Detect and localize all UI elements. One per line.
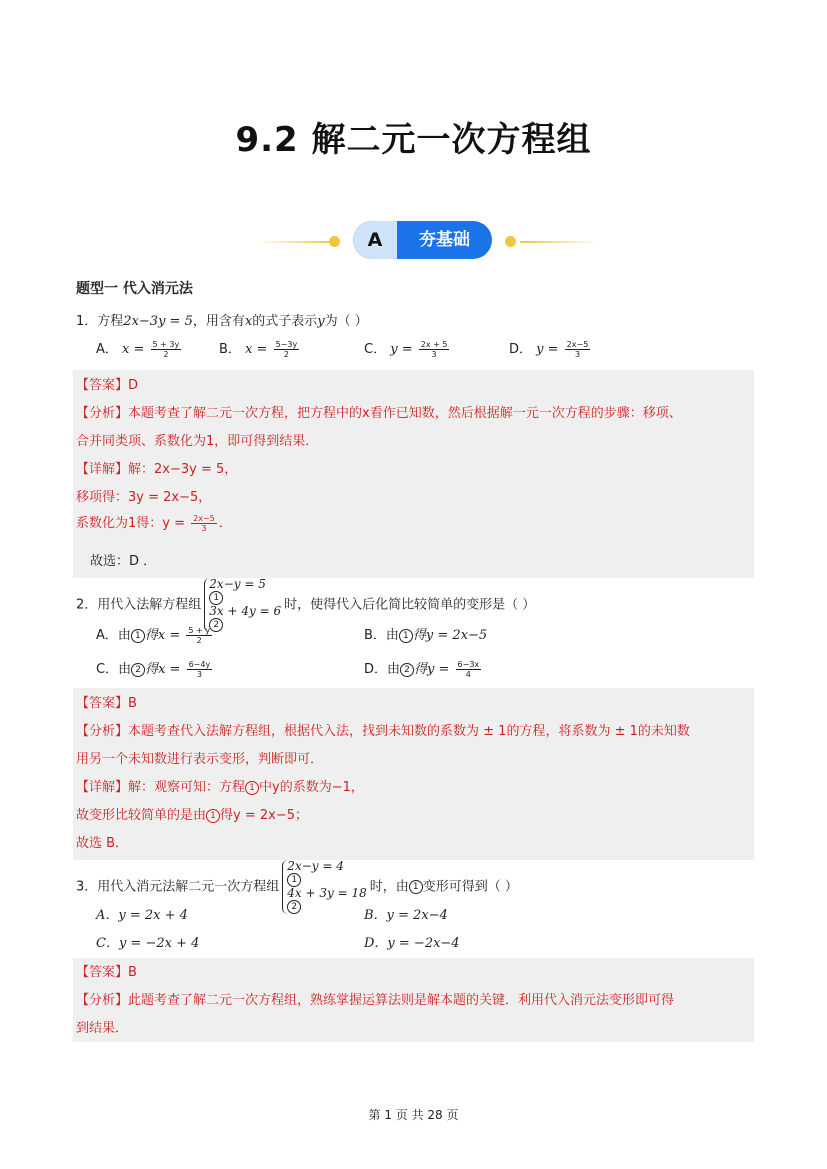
equation-row — [287, 887, 366, 914]
option-c — [96, 658, 214, 679]
question-text: 用代入法解方程组 — [97, 597, 202, 613]
numerator: 6−3x — [457, 660, 480, 669]
option-lhs: x = — [245, 342, 268, 357]
option-text: A．y = 2x + 4 — [96, 908, 188, 923]
option-a — [96, 624, 214, 645]
answer-line — [76, 961, 137, 980]
option-d — [509, 338, 592, 359]
equation: 4x + 3y = 18 — [287, 886, 367, 900]
question-text: 用代入消元法解二元一次方程组 — [97, 879, 280, 895]
option-text: 得y = — [414, 662, 450, 677]
denominator: 4 — [465, 670, 471, 679]
circled-number: 2 — [287, 900, 301, 914]
circled-number: 1 — [245, 781, 259, 795]
question-number: 2． — [76, 597, 98, 613]
circled-number: 1 — [409, 880, 423, 894]
equation: 2x−y = 4 — [287, 859, 344, 873]
equation: 2x−3y = 5 — [123, 314, 193, 329]
question-text: 为（ ） — [324, 314, 368, 329]
fraction — [456, 660, 482, 679]
circled-number: 1 — [209, 591, 223, 605]
detail-tag: 【详解】 — [76, 462, 129, 477]
option-d — [364, 932, 460, 951]
question-text: 时，使得代入后化简比较简单的变形是（ ） — [284, 597, 536, 613]
section-heading: 题型一 代入消元法 — [76, 281, 193, 297]
option-a — [96, 338, 183, 359]
option-text: D．y = −2x−4 — [364, 936, 460, 951]
denominator: 2 — [283, 350, 289, 359]
denominator: 3 — [574, 350, 581, 359]
answer-box-2 — [73, 688, 754, 860]
denominator: 3 — [431, 350, 437, 359]
question-text: 时，由 — [369, 879, 409, 895]
banner-line-left — [255, 241, 335, 243]
analysis-text: 此题考查了解二元一次方程组，熟练掌握运算法则是解本题的关键．利用代入消元法变形即可得 — [128, 993, 675, 1008]
answer-tag: 【答案】 — [76, 696, 129, 711]
answer-value: D — [128, 378, 139, 393]
detail-text: ． — [218, 516, 232, 531]
equation-system — [282, 860, 366, 914]
section-banner — [0, 221, 827, 261]
analysis-tag: 【分析】 — [76, 724, 129, 739]
option-lhs: y = — [390, 342, 413, 357]
numerator: 5 + 3y — [152, 340, 180, 349]
banner-dot-right — [505, 236, 516, 247]
fraction — [187, 660, 213, 679]
banner-dot-left — [329, 236, 340, 247]
option-label: B． — [219, 342, 241, 357]
option-a — [96, 904, 188, 923]
analysis-line-1 — [76, 720, 690, 739]
fraction — [419, 340, 450, 359]
equation-row — [287, 860, 366, 887]
analysis-tag: 【分析】 — [76, 993, 129, 1008]
option-c — [96, 932, 199, 951]
detail-text: 系数化为1得：y = — [76, 516, 185, 531]
option-label: D．由 — [364, 662, 401, 677]
fraction — [274, 340, 300, 359]
option-b — [364, 904, 448, 923]
option-text: B．y = 2x−4 — [364, 908, 448, 923]
option-d — [364, 658, 483, 679]
equation-row — [209, 605, 281, 632]
banner-line-right — [520, 241, 600, 243]
answer-tag: 【答案】 — [76, 965, 129, 980]
question-number: 1． — [76, 314, 98, 329]
answer-tag: 【答案】 — [76, 378, 129, 393]
option-c — [364, 338, 451, 359]
banner-label: 夯基础 — [419, 230, 470, 250]
question-text: 变形可得到（ ） — [422, 879, 518, 895]
question-1 — [76, 310, 368, 329]
banner-letter: A — [353, 221, 397, 259]
analysis-text: 本题考查了解二元一次方程，把方程中的x看作已知数，然后根据解一元一次方程的步骤：移项、 — [128, 406, 682, 421]
numerator: 2x−5 — [566, 340, 589, 349]
choose-line: 故选 B． — [76, 836, 129, 851]
option-text: 得y = 2x−5 — [412, 628, 488, 643]
detail-text: 解：2x−3y = 5， — [128, 462, 238, 477]
denominator: 3 — [196, 670, 202, 679]
page-footer: 第 1 页 共 28 页 — [368, 1108, 459, 1122]
numerator: 2x−5 — [193, 514, 215, 523]
detail-line-2: 移项得：3y = 2x−5， — [76, 490, 212, 505]
option-label: C． — [364, 342, 387, 357]
circled-number: 2 — [209, 618, 223, 632]
answer-line — [76, 374, 138, 393]
circled-number: 1 — [131, 629, 145, 643]
equation: 2x−y = 5 — [209, 577, 266, 591]
analysis-text: 本题考查代入法解方程组，根据代入法，找到未知数的系数为 ± 1的方程，将系数为 ± 1的未知数 — [128, 724, 690, 739]
option-text: 得x = — [144, 628, 181, 643]
fraction — [186, 626, 212, 645]
circled-number: 2 — [131, 663, 145, 677]
question-text: ，用含有 — [192, 314, 245, 329]
choose-line: 故选：D ． — [90, 554, 157, 569]
option-lhs: x = — [122, 342, 145, 357]
numerator: 2x + 5 — [420, 340, 448, 349]
fraction — [151, 340, 182, 359]
answer-line — [76, 692, 137, 711]
analysis-line-1 — [76, 989, 674, 1008]
detail-text: 故变形比较简单的是由 — [76, 808, 207, 823]
denominator: 2 — [163, 350, 169, 359]
option-lhs: y = — [536, 342, 559, 357]
equation-system — [204, 578, 281, 632]
option-label: B．由 — [364, 628, 399, 643]
equation-row — [209, 578, 281, 605]
numerator: 6−4y — [188, 660, 211, 669]
variable: x — [244, 314, 253, 329]
analysis-line-2: 合并同类项、系数化为1，即可得到结果． — [76, 434, 319, 449]
circled-number: 2 — [400, 663, 414, 677]
analysis-line-2: 到结果． — [76, 1021, 129, 1036]
option-b — [364, 624, 487, 643]
fraction — [565, 340, 591, 359]
circled-number: 1 — [399, 629, 413, 643]
numerator: 5−3y — [275, 340, 298, 349]
detail-line-1 — [76, 458, 237, 477]
circled-number: 1 — [287, 873, 301, 887]
equation: 3x + 4y = 6 — [209, 604, 282, 618]
page-title: 9.2 解二元一次方程组 — [235, 120, 592, 160]
numerator: 5 + y — [188, 626, 211, 635]
option-b — [219, 338, 301, 359]
banner-badge — [353, 221, 492, 259]
detail-tag: 【详解】 — [76, 780, 129, 795]
option-label: A． — [96, 342, 118, 357]
analysis-tag: 【分析】 — [76, 406, 129, 421]
detail-text: 解：观察可知：方程 — [128, 780, 246, 795]
analysis-line-1 — [76, 402, 682, 421]
answer-value: B — [128, 965, 137, 980]
analysis-line-2: 用另一个未知数进行表示变形，判断即可． — [76, 752, 324, 767]
option-label: A．由 — [96, 628, 131, 643]
denominator: 2 — [196, 636, 202, 645]
question-text: 方程 — [97, 314, 124, 329]
variable: y — [317, 314, 325, 329]
detail-line-3 — [76, 512, 232, 533]
circled-number: 1 — [206, 809, 220, 823]
detail-line-2 — [76, 804, 308, 823]
option-text: C．y = −2x + 4 — [96, 936, 200, 951]
option-text: 得x = — [145, 662, 181, 677]
answer-value: B — [128, 696, 137, 711]
question-text: 的式子表示 — [252, 314, 318, 329]
detail-text: 中y的系数为−1， — [259, 780, 364, 795]
denominator: 3 — [201, 524, 207, 533]
fraction — [191, 514, 217, 533]
detail-text: 得y = 2x−5； — [220, 808, 308, 823]
option-label: C．由 — [96, 662, 132, 677]
detail-line-1 — [76, 776, 364, 795]
option-label: D． — [509, 342, 533, 357]
question-number: 3． — [76, 879, 98, 895]
